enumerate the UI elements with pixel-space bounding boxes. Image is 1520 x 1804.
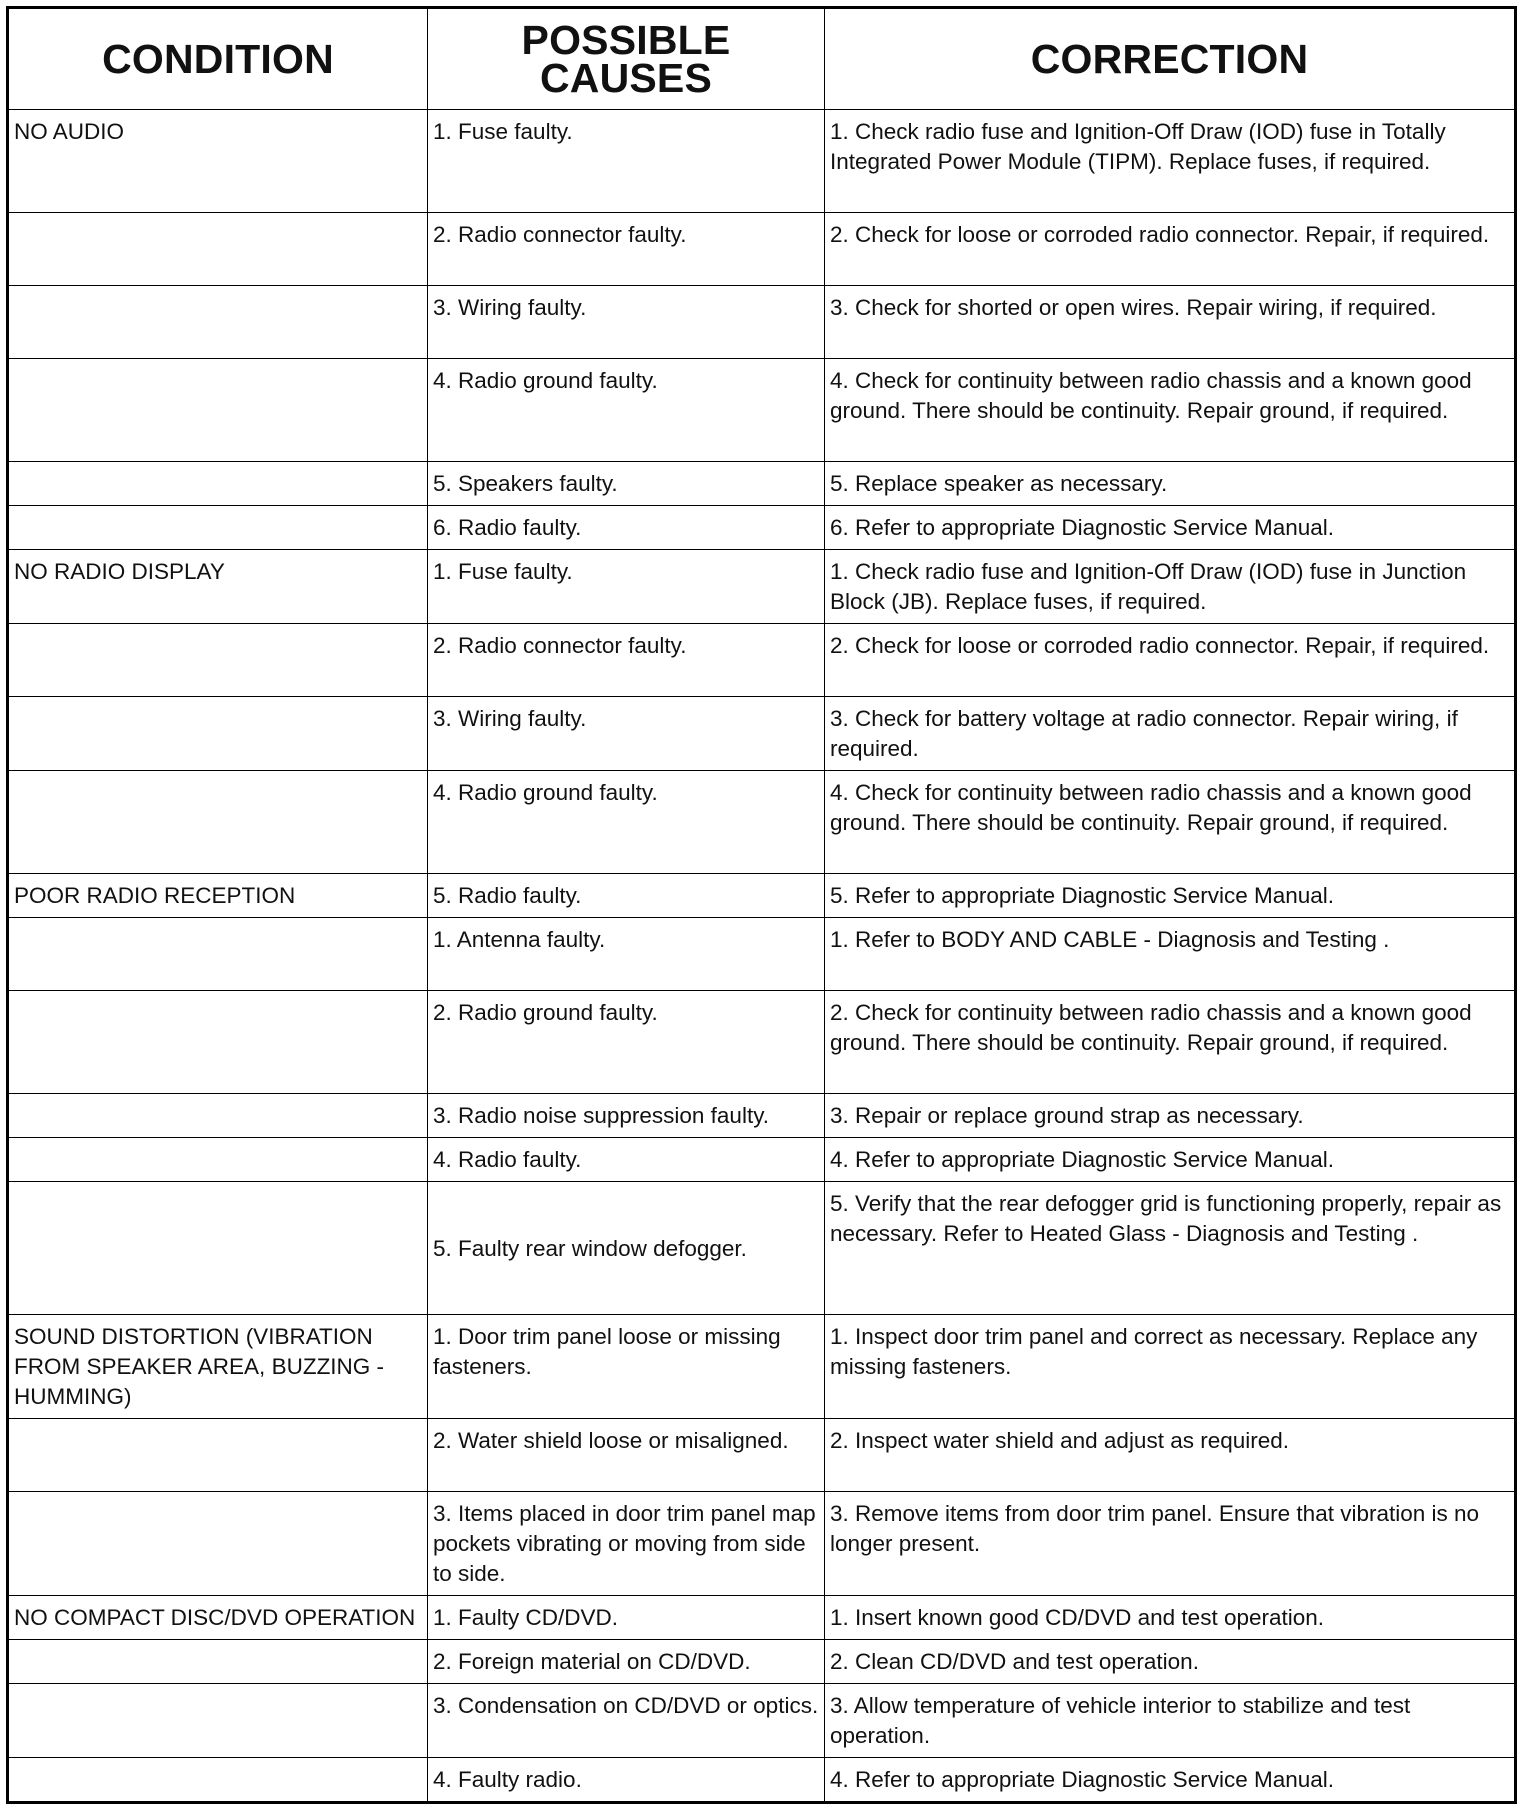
cause-cell: 2. Radio connector faulty.	[428, 624, 825, 697]
table-row	[8, 1684, 1516, 1758]
correction-cell: 1. Refer to BODY AND CABLE - Diagnosis and Testing .	[825, 918, 1516, 991]
condition-cell: NO COMPACT DISC/DVD OPERATION	[8, 1596, 428, 1640]
table-row	[8, 213, 1516, 286]
condition-cell	[8, 1640, 428, 1684]
condition-cell	[8, 1758, 428, 1803]
correction-cell: 1. Check radio fuse and Ignition-Off Draw (IOD) fuse in Totally Integrated Power Module (TIPM). Replace fuses, if required.	[825, 110, 1516, 213]
table-row	[8, 918, 1516, 991]
cause-cell: 3. Condensation on CD/DVD or optics.	[428, 1684, 825, 1758]
cause-cell: 2. Radio connector faulty.	[428, 213, 825, 286]
condition-cell	[8, 286, 428, 359]
correction-cell: 1. Insert known good CD/DVD and test operation.	[825, 1596, 1516, 1640]
correction-cell: 2. Check for loose or corroded radio connector. Repair, if required.	[825, 624, 1516, 697]
header-condition: CONDITION	[8, 8, 428, 110]
correction-cell: 2. Inspect water shield and adjust as required.	[825, 1419, 1516, 1492]
correction-cell: 6. Refer to appropriate Diagnostic Service Manual.	[825, 506, 1516, 550]
correction-cell: 1. Inspect door trim panel and correct as necessary. Replace any missing fasteners.	[825, 1315, 1516, 1419]
condition-cell	[8, 506, 428, 550]
condition-cell	[8, 1419, 428, 1492]
condition-cell	[8, 359, 428, 462]
condition-cell	[8, 1138, 428, 1182]
correction-cell: 4. Check for continuity between radio chassis and a known good ground. There should be continuity. Repair ground, if required.	[825, 771, 1516, 874]
condition-cell	[8, 213, 428, 286]
correction-cell: 2. Check for loose or corroded radio connector. Repair, if required.	[825, 213, 1516, 286]
condition-cell	[8, 918, 428, 991]
table-row	[8, 462, 1516, 506]
table-row	[8, 991, 1516, 1094]
condition-cell: SOUND DISTORTION (VIBRATION FROM SPEAKER AREA, BUZZING - HUMMING)	[8, 1315, 428, 1419]
cause-cell: 5. Faulty rear window defogger.	[428, 1182, 825, 1315]
table-row	[8, 1492, 1516, 1596]
table-row	[8, 110, 1516, 213]
header-row	[8, 8, 1516, 110]
correction-cell: 3. Check for shorted or open wires. Repair wiring, if required.	[825, 286, 1516, 359]
table-row	[8, 874, 1516, 918]
condition-cell	[8, 1182, 428, 1315]
correction-cell: 1. Check radio fuse and Ignition-Off Draw (IOD) fuse in Junction Block (JB). Replace fuses, if required.	[825, 550, 1516, 624]
correction-cell: 2. Clean CD/DVD and test operation.	[825, 1640, 1516, 1684]
correction-cell: 4. Check for continuity between radio chassis and a known good ground. There should be continuity. Repair ground, if required.	[825, 359, 1516, 462]
correction-cell: 3. Allow temperature of vehicle interior to stabilize and test operation.	[825, 1684, 1516, 1758]
correction-cell: 3. Check for battery voltage at radio connector. Repair wiring, if required.	[825, 697, 1516, 771]
condition-cell	[8, 1492, 428, 1596]
condition-cell: NO RADIO DISPLAY	[8, 550, 428, 624]
cause-cell: 2. Foreign material on CD/DVD.	[428, 1640, 825, 1684]
header-correction: CORRECTION	[825, 8, 1516, 110]
cause-cell: 3. Wiring faulty.	[428, 697, 825, 771]
table-row	[8, 1315, 1516, 1419]
table-row	[8, 1138, 1516, 1182]
correction-cell: 3. Remove items from door trim panel. Ensure that vibration is no longer present.	[825, 1492, 1516, 1596]
table-row	[8, 1640, 1516, 1684]
header-possible-causes: POSSIBLE CAUSES	[428, 8, 825, 110]
table-row	[8, 286, 1516, 359]
table-row	[8, 697, 1516, 771]
cause-cell: 5. Radio faulty.	[428, 874, 825, 918]
cause-cell: 1. Faulty CD/DVD.	[428, 1596, 825, 1640]
table-row	[8, 771, 1516, 874]
table-row	[8, 1182, 1516, 1315]
cause-cell: 3. Radio noise suppression faulty.	[428, 1094, 825, 1138]
cause-cell: 4. Radio faulty.	[428, 1138, 825, 1182]
table-row	[8, 624, 1516, 697]
correction-cell: 5. Replace speaker as necessary.	[825, 462, 1516, 506]
condition-cell	[8, 771, 428, 874]
cause-cell: 6. Radio faulty.	[428, 506, 825, 550]
cause-cell: 3. Items placed in door trim panel map pockets vibrating or moving from side to side.	[428, 1492, 825, 1596]
correction-cell: 5. Verify that the rear defogger grid is functioning properly, repair as necessary. Refer to Heated Glass - Diagnosis and Testing .	[825, 1182, 1516, 1315]
correction-cell: 5. Refer to appropriate Diagnostic Service Manual.	[825, 874, 1516, 918]
table-row	[8, 359, 1516, 462]
correction-cell: 4. Refer to appropriate Diagnostic Service Manual.	[825, 1758, 1516, 1803]
correction-cell: 2. Check for continuity between radio chassis and a known good ground. There should be continuity. Repair ground, if required.	[825, 991, 1516, 1094]
condition-cell	[8, 697, 428, 771]
diagnosis-table-container	[6, 6, 1514, 1804]
cause-cell: 5. Speakers faulty.	[428, 462, 825, 506]
condition-cell	[8, 991, 428, 1094]
table-row	[8, 1596, 1516, 1640]
diagnosis-table	[6, 6, 1517, 1804]
condition-cell	[8, 624, 428, 697]
table-row	[8, 1094, 1516, 1138]
condition-cell: NO AUDIO	[8, 110, 428, 213]
cause-cell: 4. Radio ground faulty.	[428, 359, 825, 462]
cause-cell: 1. Fuse faulty.	[428, 110, 825, 213]
cause-cell: 4. Faulty radio.	[428, 1758, 825, 1803]
cause-cell: 2. Water shield loose or misaligned.	[428, 1419, 825, 1492]
condition-cell	[8, 1684, 428, 1758]
condition-cell	[8, 462, 428, 506]
table-row	[8, 506, 1516, 550]
cause-cell: 1. Fuse faulty.	[428, 550, 825, 624]
table-body	[8, 110, 1516, 1803]
table-row	[8, 1758, 1516, 1803]
condition-cell	[8, 1094, 428, 1138]
table-row	[8, 1419, 1516, 1492]
condition-cell: POOR RADIO RECEPTION	[8, 874, 428, 918]
table-row	[8, 550, 1516, 624]
cause-cell: 4. Radio ground faulty.	[428, 771, 825, 874]
correction-cell: 3. Repair or replace ground strap as necessary.	[825, 1094, 1516, 1138]
cause-cell: 3. Wiring faulty.	[428, 286, 825, 359]
correction-cell: 4. Refer to appropriate Diagnostic Service Manual.	[825, 1138, 1516, 1182]
cause-cell: 1. Antenna faulty.	[428, 918, 825, 991]
cause-cell: 1. Door trim panel loose or missing fasteners.	[428, 1315, 825, 1419]
cause-cell: 2. Radio ground faulty.	[428, 991, 825, 1094]
